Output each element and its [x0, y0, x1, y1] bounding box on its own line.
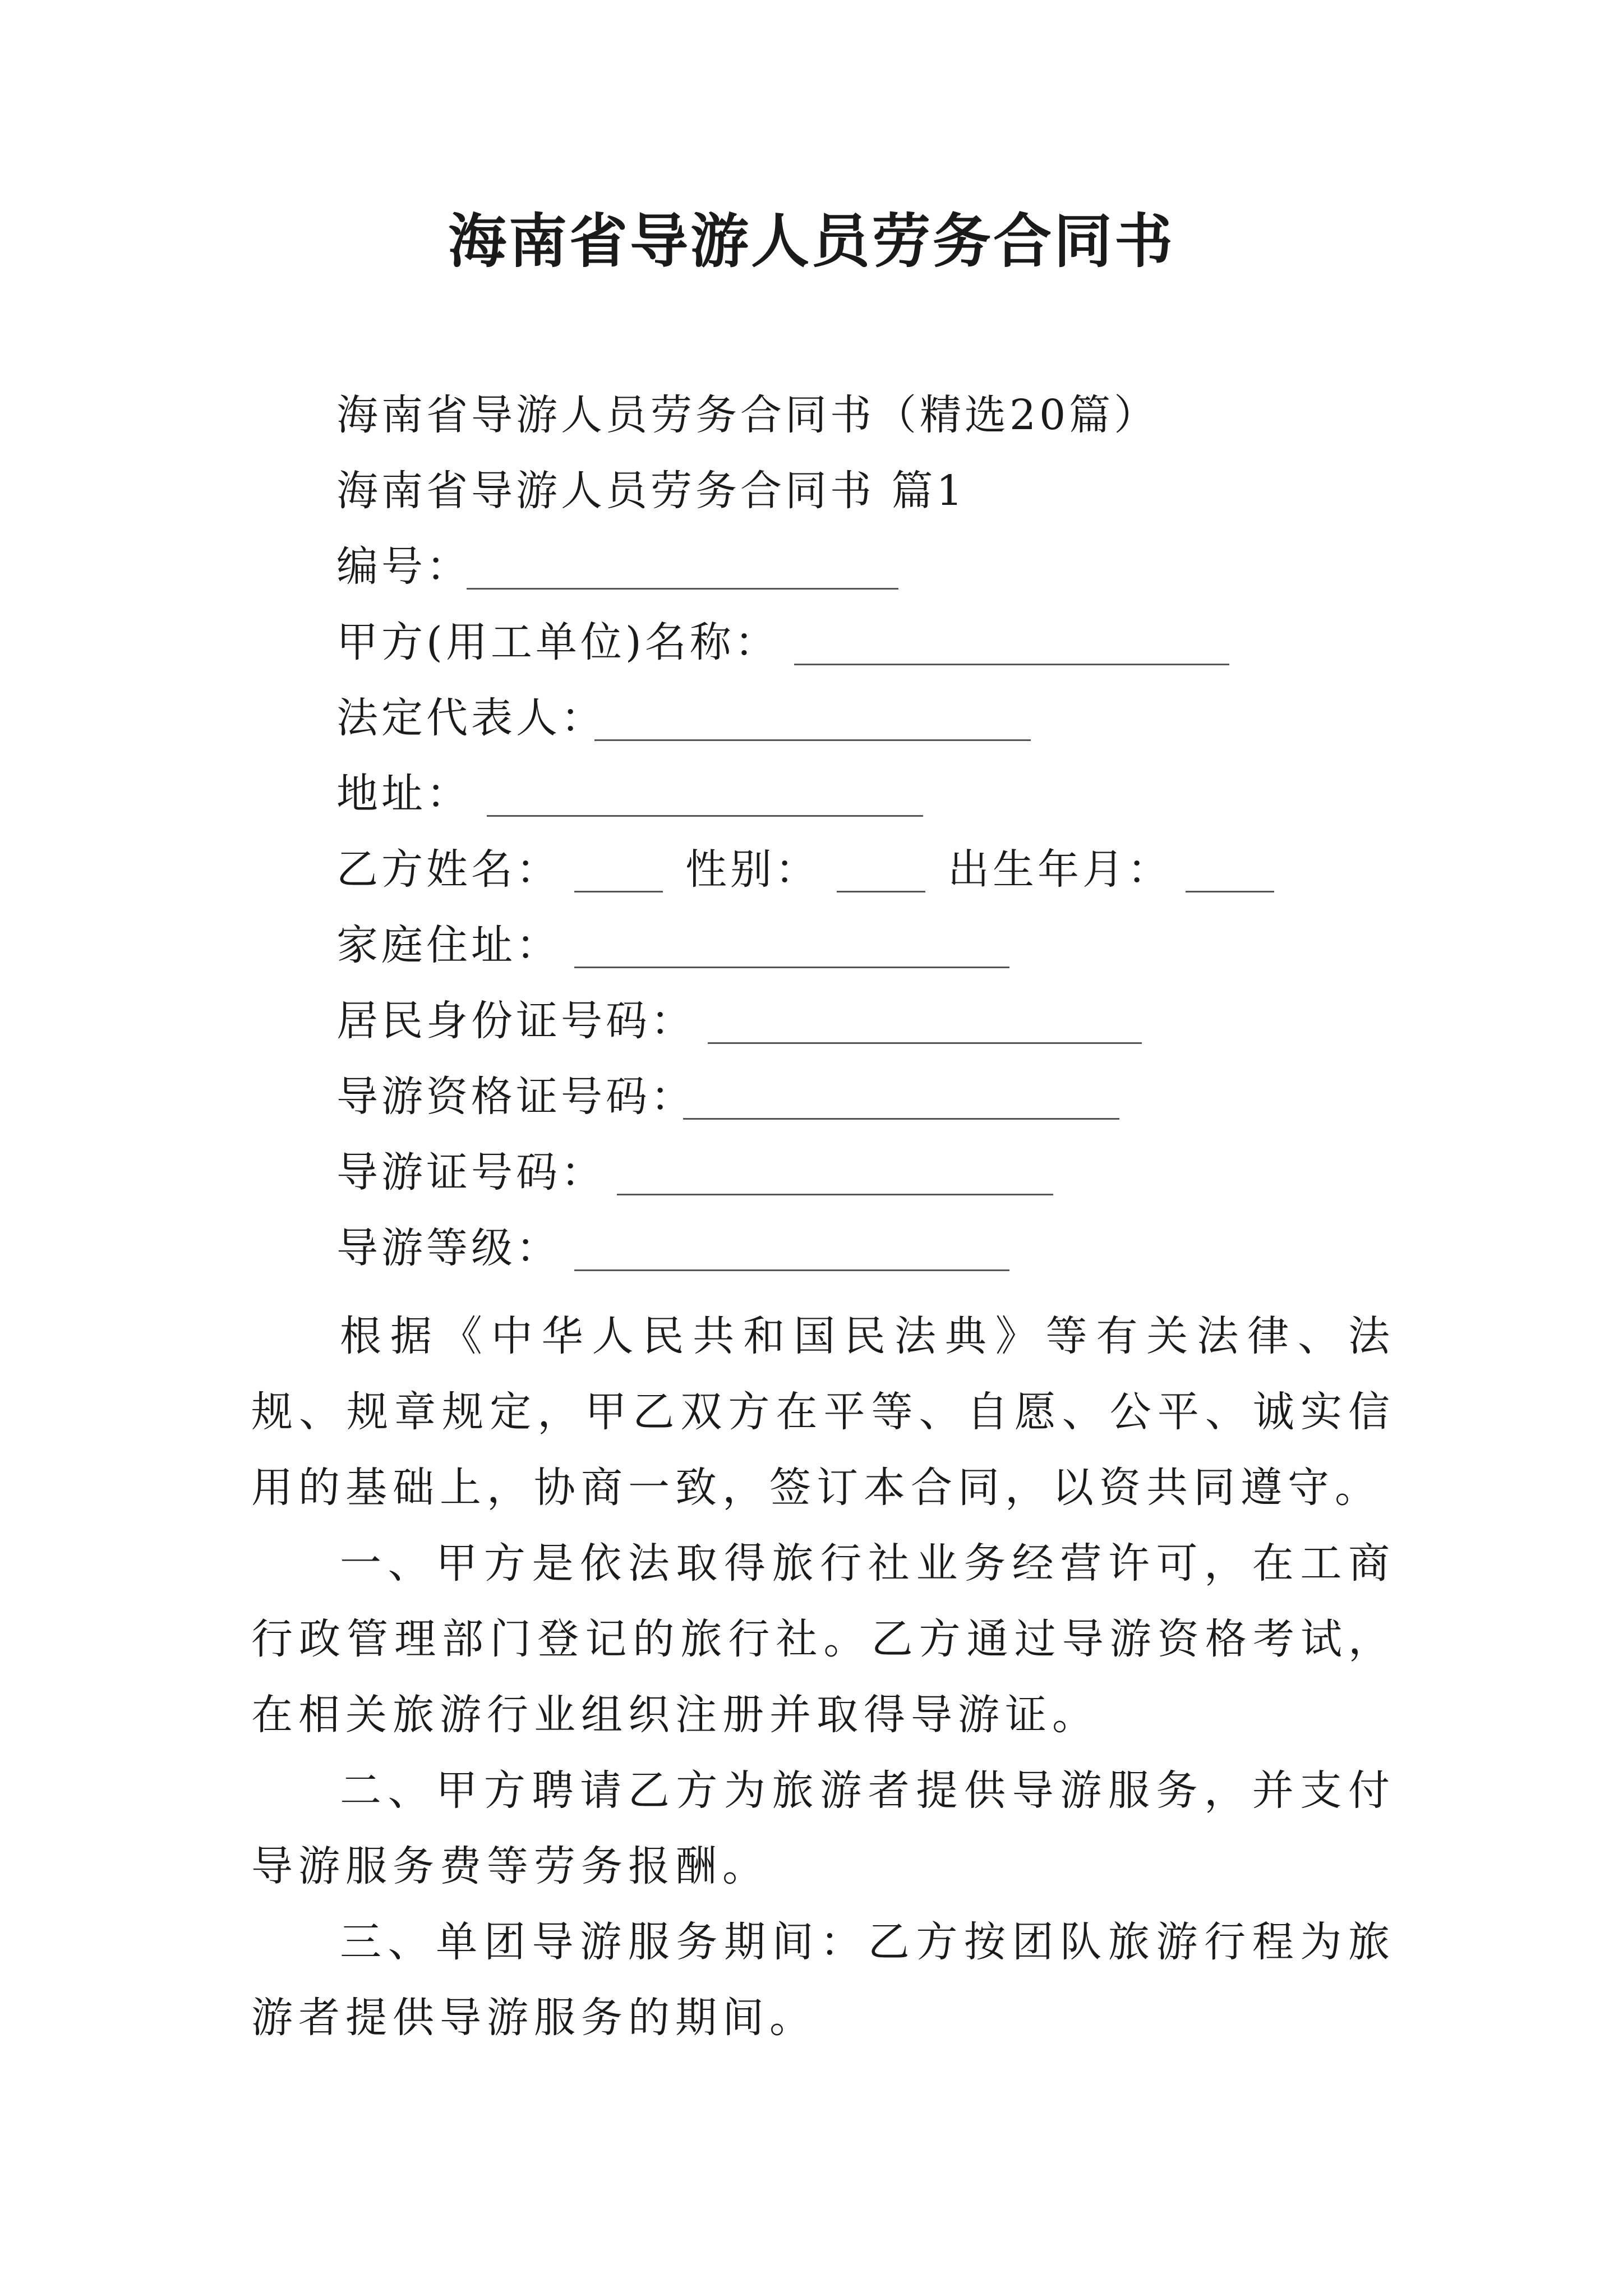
birth-date-label: 出生年月： — [948, 845, 1172, 894]
home-address-label: 家庭住址： — [336, 921, 561, 969]
paragraph-legal-basis: 根据《中华人民共和国民法典》等有关法律、法规、规章规定，甲乙双方在平等、自愿、公平、诚实信用的基础上，协商一致，签订本合同，以资共同遵守。 — [251, 1312, 1395, 1512]
section-heading: 海南省导游人员劳务合同书 篇1 — [336, 467, 966, 515]
party-b-name-label: 乙方姓名： — [336, 845, 561, 894]
home-address-blank — [574, 967, 1009, 968]
guide-qualification-label: 导游资格证号码： — [336, 1073, 695, 1121]
document-title: 海南省导游人员劳务合同书 — [448, 206, 1175, 275]
guide-level-label: 导游等级： — [336, 1224, 561, 1272]
gender-label: 性别： — [685, 845, 820, 894]
id-number-label: 居民身份证号码： — [336, 997, 695, 1045]
address-label: 地址： — [336, 770, 471, 818]
employer-name-label: 甲方(用工单位)名称： — [336, 618, 780, 666]
guide-license-blank — [617, 1194, 1053, 1195]
address-blank — [487, 815, 923, 817]
employer-name-blank — [794, 664, 1229, 665]
legal-representative-blank — [594, 739, 1031, 741]
gender-blank — [837, 891, 925, 892]
guide-license-label: 导游证号码： — [336, 1148, 606, 1197]
paragraph-clause-1: 一、甲方是依法取得旅行社业务经营许可，在工商行政管理部门登记的旅行社。乙方通过导游资格考试，在相关旅游行业组织注册并取得导游证。 — [251, 1539, 1395, 1739]
birth-date-blank — [1186, 891, 1274, 892]
paragraph-clause-3: 三、单团导游服务期间：乙方按团队旅游行程为旅游者提供导游服务的期间。 — [251, 1918, 1395, 2042]
guide-level-blank — [574, 1269, 1009, 1271]
paragraph-clause-2: 二、甲方聘请乙方为旅游者提供导游服务，并支付导游服务费等劳务报酬。 — [251, 1766, 1395, 1890]
id-number-blank — [708, 1042, 1142, 1044]
party-b-name-blank — [574, 891, 663, 892]
number-label: 编号： — [336, 542, 471, 591]
number-blank — [467, 588, 898, 590]
guide-qualification-blank — [683, 1118, 1119, 1120]
document-subtitle: 海南省导游人员劳务合同书（精选20篇） — [336, 391, 1159, 439]
legal-representative-label: 法定代表人： — [336, 694, 606, 742]
